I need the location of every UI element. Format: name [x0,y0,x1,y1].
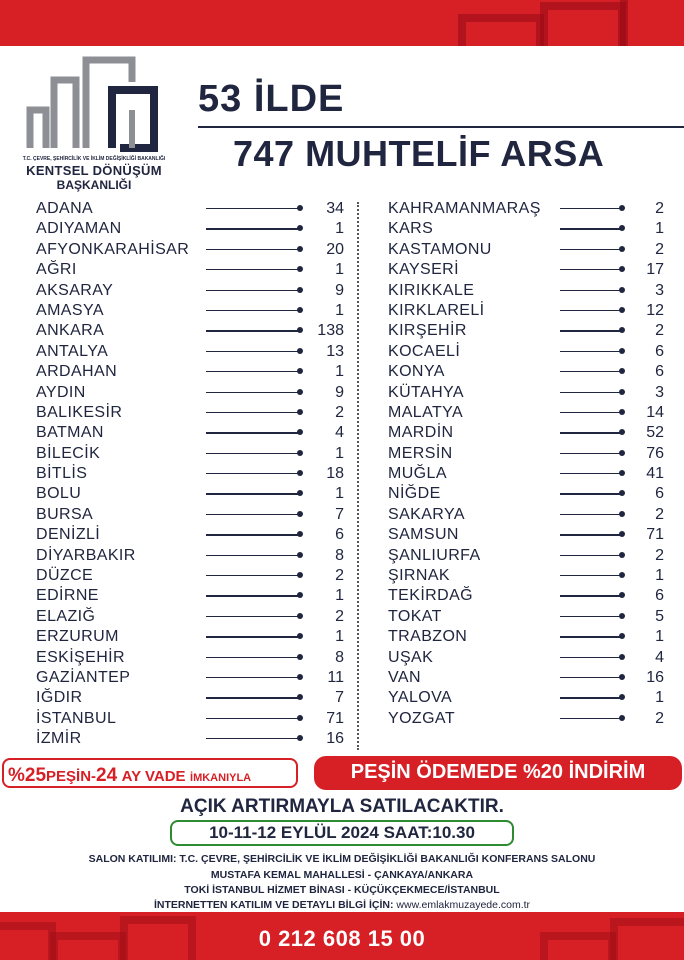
discount-badge [314,756,682,790]
province-name: BALIKESİR [36,403,123,421]
leader-line [560,432,624,433]
leader-line [206,310,302,311]
plot-count: 8 [335,546,344,564]
leader-line [206,657,302,658]
leader-line [560,310,624,311]
plot-count: 71 [646,526,664,544]
plot-count: 2 [335,607,344,625]
heading-divider [198,126,684,128]
province-name: BATMAN [36,424,104,442]
province-name: BİTLİS [36,465,88,483]
province-name: KOCAELİ [388,342,461,360]
province-name: BOLU [36,485,82,503]
province-name: DİYARBAKIR [36,546,136,564]
plot-count: 2 [335,567,344,585]
province-name: ERZURUM [36,628,119,646]
plot-count: 2 [655,546,664,564]
website-link[interactable]: www.emlakmuzayede.com.tr [396,899,531,911]
province-name: AMASYA [36,301,104,319]
plot-count: 1 [655,220,664,238]
plot-count: 1 [335,363,344,381]
plot-count: 76 [646,444,664,462]
plot-count: 6 [655,342,664,360]
plot-count: 1 [335,220,344,238]
province-name: MALATYA [388,403,464,421]
plot-count: 7 [335,505,344,523]
down-payment-percent: %25 [8,765,47,786]
leader-line [560,473,624,474]
leader-line [560,534,624,535]
leader-line [560,493,624,494]
leader-line [206,636,302,637]
leader-line [560,616,624,617]
leader-line [206,595,302,596]
logo-ministry-text: T.C. ÇEVRE, ŞEHİRCİLİK VE İKLİM DEĞİŞİKLİĞİ BAKANLIĞI [22,156,166,162]
venue-line [0,853,684,865]
leader-line [560,657,624,658]
plot-count: 6 [335,526,344,544]
leader-line [560,330,624,331]
plot-count: 7 [335,689,344,707]
leader-line [560,351,624,352]
phone-number[interactable]: 0 212 608 15 00 [258,926,426,951]
plot-count: 13 [326,342,344,360]
istanbul-address-line [0,884,684,896]
logo-subtitle: BAŞKANLIĞI [56,178,132,192]
province-name: KIRIKKALE [388,281,475,299]
internet-label: İNTERNETTEN KATILIM VE DETAYLI BİLGİ İÇİN: [153,899,394,911]
leader-line [206,473,302,474]
leader-line [560,636,624,637]
installment-opportunity-label: İMKANIYLA [190,772,252,784]
plot-count: 9 [335,383,344,401]
province-name: AKSARAY [36,281,114,299]
installment-badge [2,758,298,788]
province-name: IĞDIR [36,689,83,707]
leader-line [206,228,302,229]
province-name: TOKAT [388,607,442,625]
discount-text: PEŞİN ÖDEMEDE %20 İNDİRİM [350,761,646,783]
ankara-address-line [0,869,684,881]
province-name: KIRKLARELİ [388,301,485,319]
leader-line [206,555,302,556]
plot-count: 2 [655,505,664,523]
leader-line [206,392,302,393]
leader-line [206,453,302,454]
top-banner [0,0,684,46]
province-name: SAKARYA [388,505,465,523]
plot-count: 5 [655,607,664,625]
venue-label: SALON KATILIMI: [88,853,177,865]
province-name: YALOVA [388,689,453,707]
province-name: EDİRNE [36,587,99,605]
column-divider [357,202,359,750]
province-name: ADIYAMAN [36,220,122,238]
plot-count: 4 [655,648,664,666]
plot-count: 6 [655,485,664,503]
down-payment-label: PEŞİN- [46,768,97,785]
auction-headline: AÇIK ARTIRMAYLA SATILACAKTIR. [180,796,504,817]
plot-count: 2 [655,709,664,727]
plot-count: 14 [646,403,664,421]
auction-date-box [170,820,514,846]
province-name: NİĞDE [388,485,441,503]
province-name: VAN [388,668,421,686]
leader-line [560,412,624,413]
plot-count: 1 [335,587,344,605]
province-name: İZMİR [36,730,82,748]
plot-count: 1 [655,628,664,646]
plot-count: 1 [335,628,344,646]
leader-line [206,290,302,291]
leader-line [560,392,624,393]
province-name: ANKARA [36,322,105,340]
province-name: TRABZON [388,628,468,646]
province-name: ELAZIĞ [36,607,96,625]
province-name: TEKİRDAĞ [388,587,473,605]
plot-count: 6 [655,363,664,381]
leader-line [560,290,624,291]
building-outline-decor [540,2,626,46]
province-name: ARDAHAN [36,363,118,381]
leader-line [206,514,302,515]
plot-count: 16 [646,668,664,686]
province-name: UŞAK [388,648,434,666]
plot-count: 1 [335,301,344,319]
leader-line [206,575,302,576]
leader-line [560,555,624,556]
plot-count: 8 [335,648,344,666]
leader-line [560,575,624,576]
leader-line [206,493,302,494]
province-name: ADANA [36,200,94,217]
plot-count: 52 [646,424,664,442]
province-name: KÜTAHYA [388,383,464,401]
province-name: DENİZLİ [36,526,101,544]
leader-line [560,453,624,454]
province-name: AYDIN [36,383,86,401]
province-name: ANTALYA [36,342,109,360]
leader-line [560,228,624,229]
leader-line [560,269,624,270]
plot-count: 3 [655,281,664,299]
province-name: YOZGAT [388,709,455,727]
plot-count: 3 [655,383,664,401]
province-name: KAHRAMANMARAŞ [388,200,541,217]
province-name: ESKİŞEHİR [36,648,125,666]
plot-count: 6 [655,587,664,605]
province-name: MUĞLA [388,465,447,483]
installment-months: 24 [96,765,118,786]
province-name: BİLECİK [36,444,101,462]
province-count-heading: 53 İLDE [198,78,345,120]
plot-count: 18 [326,465,344,483]
leader-line [206,412,302,413]
province-name: AĞRI [36,261,77,279]
plot-count: 11 [327,668,344,686]
province-name: KAYSERİ [388,261,459,279]
plot-count: 12 [646,301,664,319]
ankara-address: MUSTAFA KEMAL MAHALLESİ - [210,869,375,881]
province-name: MERSİN [388,444,453,462]
leader-line [206,718,302,719]
plot-count: 1 [335,485,344,503]
province-name: AFYONKARAHİSAR [36,240,190,258]
building-outline-decor [620,0,684,46]
leader-line [206,351,302,352]
province-name: MARDİN [388,424,454,442]
leader-line [206,432,302,433]
plot-count: 17 [646,261,664,279]
plot-count: 20 [326,240,344,258]
leader-line [206,249,302,250]
leader-line [206,208,302,209]
leader-line [560,371,624,372]
leader-line [206,677,302,678]
plot-count: 34 [326,200,344,217]
plot-count: 1 [335,444,344,462]
ankara-district: ÇANKAYA/ANKARA [374,869,474,881]
auction-date-time: 10-11-12 EYLÜL 2024 SAAT:10.30 [209,823,475,842]
leader-line [206,616,302,617]
plot-count: 1 [655,567,664,585]
plot-count: 1 [655,689,664,707]
province-name: KONYA [388,363,445,381]
leader-line [206,371,302,372]
province-name: ŞANLIURFA [388,546,481,564]
total-plots-heading: 747 MUHTELİF ARSA [233,133,605,174]
leader-line [206,269,302,270]
logo-title: KENTSEL DÖNÜŞÜM [26,163,162,178]
plot-count: 2 [655,240,664,258]
installment-label: AY VADE [121,768,186,785]
istanbul-district: KÜÇÜKÇEKMECE/İSTANBUL [354,884,500,896]
plot-count: 71 [326,709,344,727]
leader-line [206,330,302,331]
province-name: KARS [388,220,434,238]
venue-text: T.C. ÇEVRE, ŞEHİRCİLİK VE İKLİM DEĞİŞİKLİĞİ BAKANLIĞI KONFERANS SALONU [179,853,596,865]
leader-line [560,677,624,678]
leader-line [206,738,302,739]
plot-count: 138 [317,322,344,340]
province-name: ŞIRNAK [388,567,450,585]
province-name: SAMSUN [388,526,459,544]
plot-count: 41 [646,465,664,483]
plot-count: 4 [335,424,344,442]
istanbul-address: TOKİ İSTANBUL HİZMET BİNASI - [184,884,355,896]
leader-line [560,697,624,698]
internet-info-line [0,899,684,911]
plot-count: 2 [655,200,664,217]
leader-line [560,514,624,515]
leader-line [560,595,624,596]
leader-line [206,697,302,698]
province-name: BURSA [36,505,94,523]
plot-count: 2 [655,322,664,340]
plot-count: 9 [335,281,344,299]
province-name: İSTANBUL [36,709,117,727]
plot-count: 1 [335,261,344,279]
plot-count: 2 [335,403,344,421]
leader-line [560,718,624,719]
province-name: DÜZCE [36,567,94,585]
leader-line [560,208,624,209]
province-name: GAZİANTEP [36,668,131,686]
building-outline-decor [458,14,544,46]
plot-count: 16 [326,730,344,748]
province-name: KASTAMONU [388,240,492,258]
leader-line [560,249,624,250]
province-name: KIRŞEHİR [388,322,467,340]
leader-line [206,534,302,535]
